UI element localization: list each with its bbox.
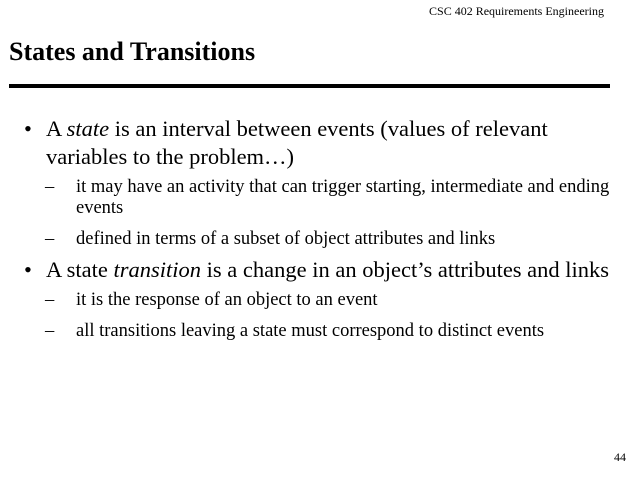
bullet-text-pre: A state	[46, 257, 114, 282]
bullet-text	[24, 256, 624, 284]
bullet-text-post: is an interval between events (values of relevant variables to the problem…)	[46, 116, 548, 169]
sub-bullet-text: defined in terms of a subset of object attributes and links	[76, 229, 496, 249]
sub-bullet-item	[24, 290, 624, 311]
sub-bullet-list	[24, 290, 624, 342]
slide-title: States and Transitions	[9, 37, 256, 66]
course-header: CSC 402 Requirements Engineering	[429, 4, 604, 18]
bullet-icon: •	[24, 116, 32, 141]
bullet-item-state	[24, 115, 624, 250]
sub-bullet-text: it may have an activity that can trigger starting, intermediate and ending events	[76, 177, 610, 218]
dash-icon: –	[45, 290, 55, 310]
bullet-icon: •	[24, 257, 32, 282]
bullet-text-post: is a change in an object’s attributes and links	[201, 257, 610, 282]
sub-bullet-text: all transitions leaving a state must correspond to distinct events	[76, 321, 545, 341]
title-divider	[9, 84, 610, 88]
bullet-text	[24, 115, 624, 171]
bullet-text-pre: A	[46, 116, 67, 141]
sub-bullet-text: it is the response of an object to an event	[76, 290, 378, 310]
dash-icon: –	[45, 177, 55, 197]
bullet-list	[24, 115, 624, 348]
dash-icon: –	[45, 229, 55, 249]
sub-bullet-item	[24, 229, 624, 250]
page-number: 44	[614, 450, 626, 464]
sub-bullet-item	[24, 321, 624, 342]
dash-icon: –	[45, 321, 55, 341]
bullet-item-transition	[24, 256, 624, 342]
sub-bullet-list	[24, 177, 624, 250]
bullet-term: state	[66, 116, 110, 141]
bullet-term: transition	[113, 257, 202, 282]
sub-bullet-item	[24, 177, 624, 219]
